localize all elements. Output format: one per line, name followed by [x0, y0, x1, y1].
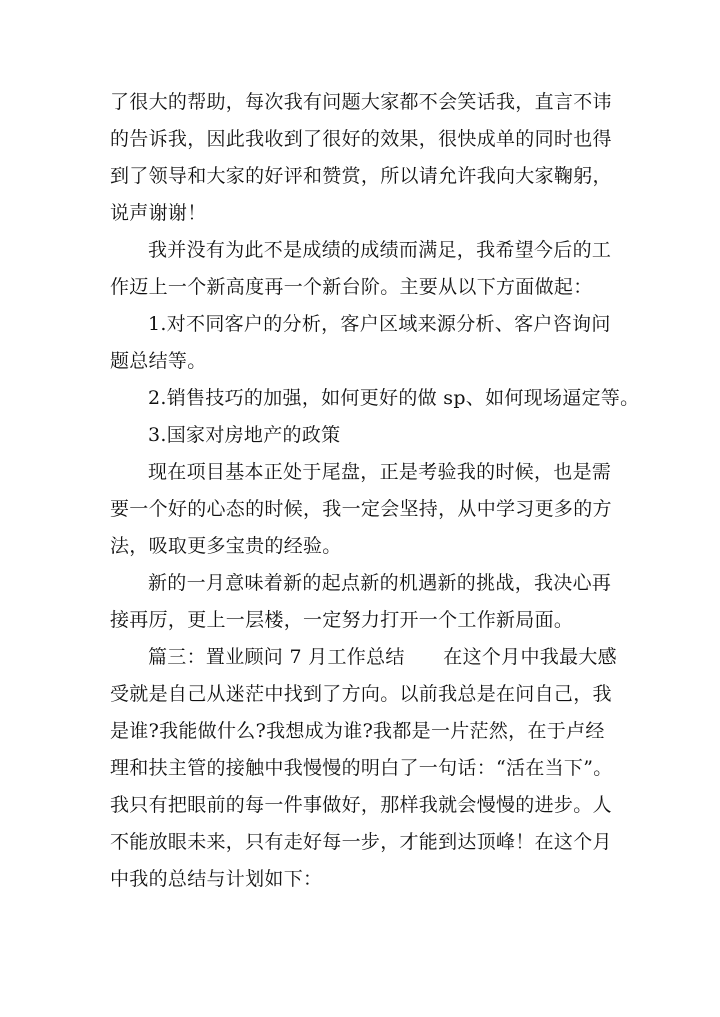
text-line: 理和扶主管的接触中我慢慢的明白了一句话：“活在当下”。: [110, 757, 613, 779]
text-line: 题总结等。: [110, 350, 207, 372]
text-line: 中我的总结与计划如下：: [110, 868, 323, 890]
text-line: 作迈上一个新高度再一个新台阶。主要从以下方面做起：: [110, 276, 593, 298]
text-line: 说声谢谢！: [110, 202, 207, 224]
text-line: 我并没有为此不是成绩的成绩而满足，我希望今后的工: [148, 239, 612, 261]
text-line: 了很大的帮助，每次我有问题大家都不会笑话我，直言不讳: [110, 91, 612, 113]
text-line: 是谁?我能做什么?我想成为谁?我都是一片茫然，在于卢经: [110, 720, 605, 742]
text-line: 3.国家对房地产的政策: [148, 424, 341, 446]
text-line: 受就是自己从迷茫中找到了方向。以前我总是在问自己，我: [110, 683, 612, 705]
text-line: 法，吸取更多宝贵的经验。: [110, 535, 342, 557]
text-line: 接再厉，更上一层楼，一定努力打开一个工作新局面。: [110, 609, 574, 631]
text-line: 篇三：置业顾问 7 月工作总结 在这个月中我最大感: [148, 646, 617, 668]
text-line: 的告诉我，因此我收到了很好的效果，很快成单的同时也得: [110, 128, 612, 150]
text-line: 2.销售技巧的加强，如何更好的做 sp、如何现场逼定等。: [148, 387, 640, 409]
text-line: 新的一月意味着新的起点新的机遇新的挑战，我决心再: [148, 572, 612, 594]
body-text: [110, 84, 640, 898]
text-line: 要一个好的心态的时候，我一定会坚持，从中学习更多的方: [110, 498, 612, 520]
text-line: 1.对不同客户的分析，客户区域来源分析、客户咨询问: [148, 313, 611, 335]
text-line: 不能放眼未来，只有走好每一步，才能到达顶峰！在这个月: [110, 831, 612, 853]
text-line: 我只有把眼前的每一件事做好，那样我就会慢慢的进步。人: [110, 794, 612, 816]
text-line: 现在项目基本正处于尾盘，正是考验我的时候，也是需: [148, 461, 612, 483]
text-line: 到了领导和大家的好评和赞赏，所以请允许我向大家鞠躬，: [110, 165, 612, 187]
